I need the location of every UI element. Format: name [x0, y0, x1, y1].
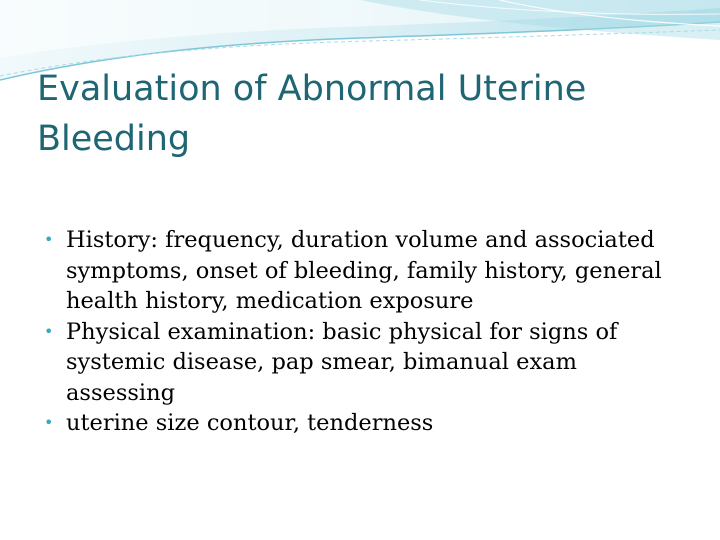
bullet-list [44, 225, 674, 439]
bullet-dot-icon: • [44, 321, 54, 341]
bullet-text: uterine size contour, tenderness [66, 410, 434, 436]
slide-title: Evaluation of Abnormal Uterine Bleeding [37, 69, 587, 159]
list-item [44, 317, 674, 409]
bullet-text: History: frequency, duration volume and associated symptoms, onset of bleeding, family history, general health history, medication exposure [66, 227, 662, 314]
bullet-dot-icon: • [44, 413, 54, 432]
bullet-text: Physical examination: basic physical for signs of systemic disease, pap smear, bimanual exam assessing [66, 318, 618, 406]
bullet-dot-icon: • [44, 230, 54, 249]
list-item [44, 408, 674, 439]
list-item [44, 225, 674, 317]
